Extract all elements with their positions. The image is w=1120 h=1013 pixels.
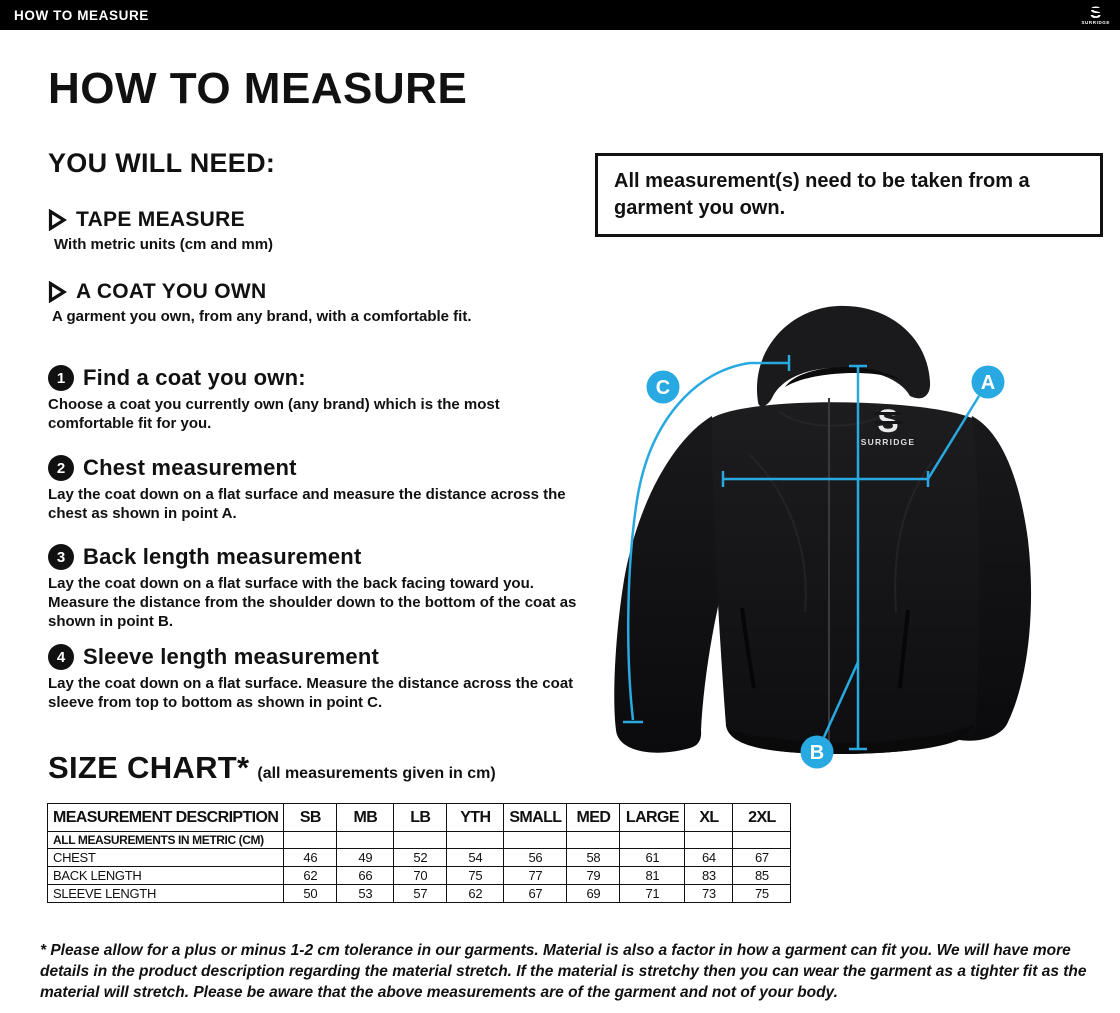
cell: 77 [504,867,567,885]
cell: 50 [284,885,337,903]
size-chart-heading [48,750,496,786]
cell: 62 [447,885,504,903]
cell: 54 [447,849,504,867]
col-header: MED [567,804,620,832]
step-3 [48,544,588,631]
col-header: 2XL [733,804,791,832]
step-description: Lay the coat down on a flat surface. Measure the distance across the coat sleeve from top to bottom as shown in point C. [48,675,574,711]
step-4 [48,644,588,712]
cell: 58 [567,849,620,867]
size-chart-table [47,803,791,903]
cell: 75 [447,867,504,885]
col-header: XL [685,804,733,832]
col-header: LB [394,804,447,832]
step-title: Sleeve length measurement [83,644,380,669]
point-a-label: A [980,372,996,394]
cell: 70 [394,867,447,885]
col-header: MEASUREMENT DESCRIPTION [48,804,284,832]
triangle-bullet-icon [48,281,67,303]
metric-note-cell: ALL MEASUREMENTS IN METRIC (CM) [48,832,284,849]
cell: 57 [394,885,447,903]
triangle-bullet-icon [48,209,67,231]
need-item-description: A garment you own, from any brand, with a comfortable fit. [52,308,472,325]
size-chart-title: SIZE CHART* [48,750,250,785]
measurement-note-box [595,153,1103,237]
col-header: LARGE [620,804,685,832]
step-title: Back length measurement [83,544,362,569]
measurement-note-text: All measurement(s) need to be taken from a garment you own. [614,170,1030,219]
cell: 46 [284,849,337,867]
cell: 61 [620,849,685,867]
row-label: BACK LENGTH [48,867,284,885]
cell: 83 [685,867,733,885]
top-bar-title: HOW TO MEASURE [14,7,149,23]
step-number-badge: 4 [48,644,74,670]
cell: 81 [620,867,685,885]
top-bar [0,0,1120,30]
tolerance-footnote: * Please allow for a plus or minus 1-2 cm tolerance in our garments. Material is also a factor in how a garment can fit you. We will have more details in the product description regarding the material stretch. If the material is stretchy then you can wear the garment as a tighter fit as the material will stretch. Please be aware that the above measurements are of the garment and not of your body. [40,942,1087,1001]
col-header: SMALL [504,804,567,832]
need-item-title: TAPE MEASURE [76,208,245,231]
cell: 67 [733,849,791,867]
col-header: MB [337,804,394,832]
cell: 66 [337,867,394,885]
row-label: SLEEVE LENGTH [48,885,284,903]
point-b-label: B [809,742,825,764]
need-item-coat [48,280,471,325]
table-row-sleeve-length [48,885,791,903]
table-row-chest [48,849,791,867]
col-header: SB [284,804,337,832]
cell: 73 [685,885,733,903]
cell: 64 [685,849,733,867]
step-number-badge: 1 [48,365,74,391]
cell: 75 [733,885,791,903]
step-1 [48,365,588,433]
cell: 71 [620,885,685,903]
you-will-need-heading: YOU WILL NEED: [48,148,276,178]
jacket-illustration [614,306,1031,754]
need-item-tape-measure [48,208,273,253]
cell: 79 [567,867,620,885]
table-metric-row [48,832,791,849]
cell: 49 [337,849,394,867]
cell: 62 [284,867,337,885]
step-description: Choose a coat you currently own (any brand) which is the most comfortable fit for you. [48,396,500,432]
need-item-title: A COAT YOU OWN [76,280,267,303]
step-2 [48,455,588,523]
step-description: Lay the coat down on a flat surface and measure the distance across the chest as shown in point A. [48,486,566,522]
jacket-measurement-diagram [600,290,1120,820]
point-c-label: C [655,377,671,399]
table-row-back-length [48,867,791,885]
cell: 67 [504,885,567,903]
step-number-badge: 3 [48,544,74,570]
need-item-description: With metric units (cm and mm) [54,236,274,253]
table-header-row [48,804,791,832]
cell: 56 [504,849,567,867]
page-title: HOW TO MEASURE [48,64,468,113]
col-header: YTH [447,804,504,832]
surridge-logo-text: SURRIDGE [1081,20,1110,26]
cell: 69 [567,885,620,903]
step-title: Find a coat you own: [83,365,306,390]
cell: 53 [337,885,394,903]
svg-text:SURRIDGE: SURRIDGE [860,437,916,447]
size-chart-subtitle: (all measurements given in cm) [257,765,496,782]
surridge-logo [1081,4,1110,26]
cell: 52 [394,849,447,867]
step-number-badge: 2 [48,455,74,481]
step-description: Lay the coat down on a flat surface with the back facing toward you. Measure the distance from the shoulder down to the bottom of the coat as shown in point B. [48,575,577,630]
step-title: Chest measurement [83,455,297,480]
row-label: CHEST [48,849,284,867]
surridge-s-icon [1090,4,1101,20]
cell: 85 [733,867,791,885]
